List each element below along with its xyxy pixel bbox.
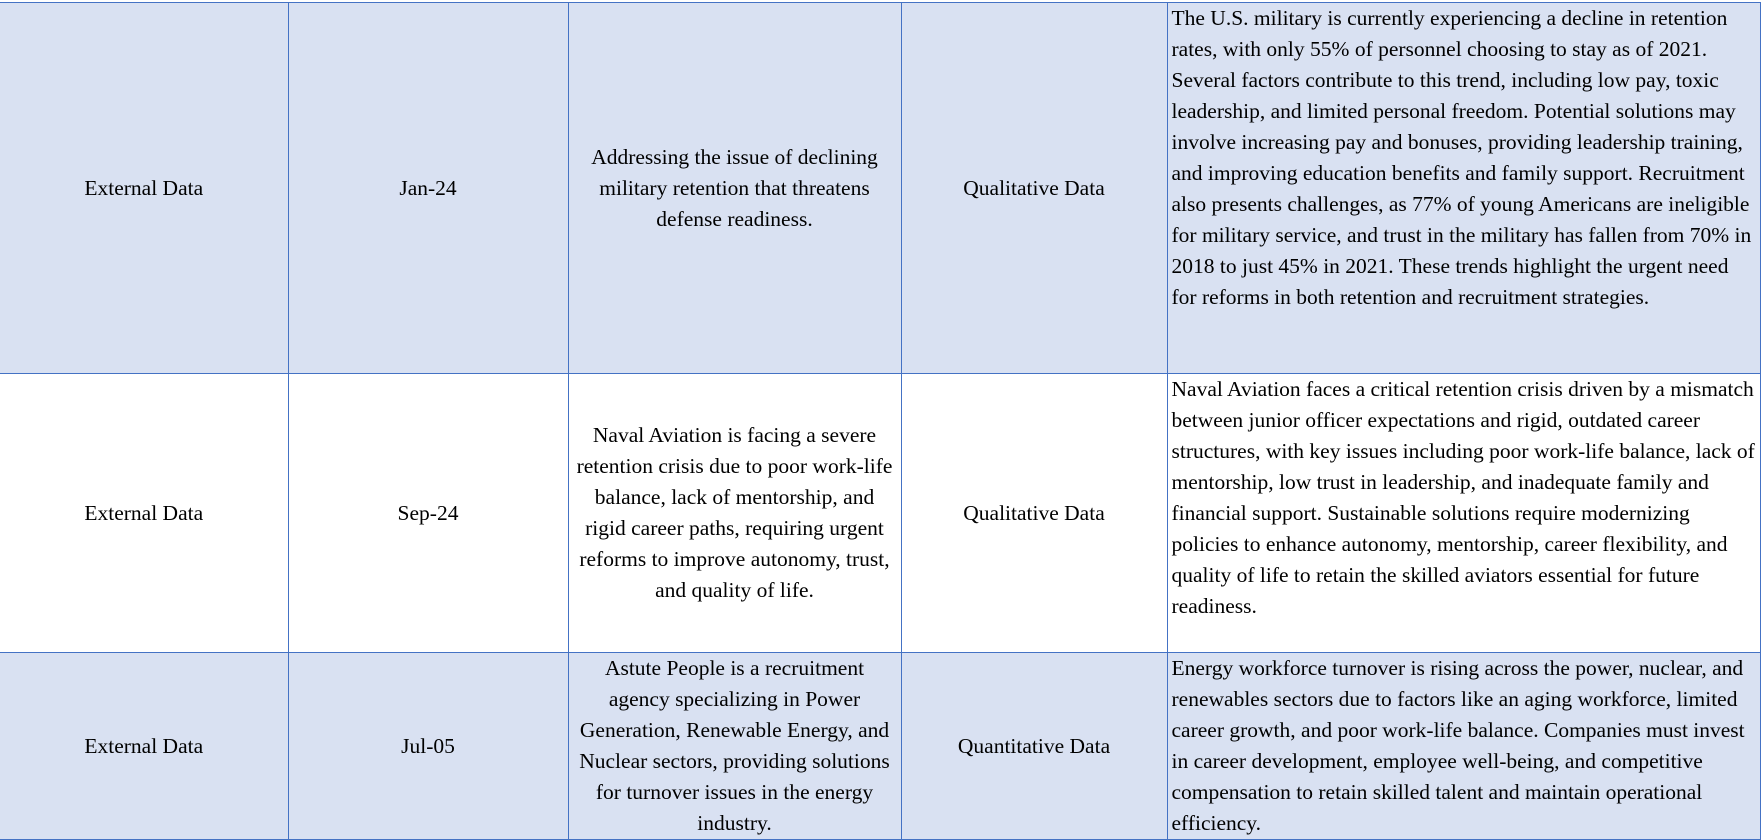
date-cell[interactable]: Jan-24 <box>288 3 568 374</box>
date-cell[interactable]: Sep-24 <box>288 374 568 653</box>
data-type-cell[interactable]: Qualitative Data <box>901 3 1167 374</box>
table-row <box>0 653 1760 840</box>
data-type-cell[interactable]: Qualitative Data <box>901 374 1167 653</box>
data-type-cell[interactable]: Quantitative Data <box>901 653 1167 840</box>
source-cell[interactable]: External Data <box>0 653 288 840</box>
date-cell[interactable]: Jul-05 <box>288 653 568 840</box>
description-cell[interactable]: Addressing the issue of declining military retention that threatens defense readiness. <box>568 3 901 374</box>
description-cell[interactable]: Naval Aviation is facing a severe retention crisis due to poor work-life balance, lack of mentorship, and rigid career paths, requiring urgent reforms to improve autonomy, trust, and quality of life. <box>568 374 901 653</box>
summary-cell[interactable]: Naval Aviation faces a critical retention crisis driven by a mismatch between junior officer expectations and rigid, outdated career structures, with key issues including poor work-life balance, lack of mentorship, low trust in leadership, and inadequate family and financial support. Sustainable solutions require modernizing policies to enhance autonomy, mentorship, career flexibility, and quality of life to retain the skilled aviators essential for future readiness. <box>1167 374 1760 653</box>
description-cell[interactable]: Astute People is a recruitment agency specializing in Power Generation, Renewable Energy, and Nuclear sectors, providing solutions for turnover issues in the energy industry. <box>568 653 901 840</box>
summary-cell[interactable]: The U.S. military is currently experiencing a decline in retention rates, with only 55% of personnel choosing to stay as of 2021. Several factors contribute to this trend, including low pay, toxic leadership, and limited personal freedom. Potential solutions may involve increasing pay and bonuses, providing leadership training, and improving education benefits and family support. Recruitment also presents challenges, as 77% of young Americans are ineligible for military service, and trust in the military has fallen from 70% in 2018 to just 45% in 2021. These trends highlight the urgent need for reforms in both retention and recruitment strategies. <box>1167 3 1760 374</box>
spreadsheet-table <box>0 2 1761 840</box>
source-cell[interactable]: External Data <box>0 3 288 374</box>
summary-cell[interactable]: Energy workforce turnover is rising across the power, nuclear, and renewables sectors due to factors like an aging workforce, limited career growth, and poor work-life balance. Companies must invest in career development, employee well-being, and competitive compensation to retain skilled talent and maintain operational efficiency. <box>1167 653 1760 840</box>
source-cell[interactable]: External Data <box>0 374 288 653</box>
table-row <box>0 3 1760 374</box>
table-row <box>0 374 1760 653</box>
